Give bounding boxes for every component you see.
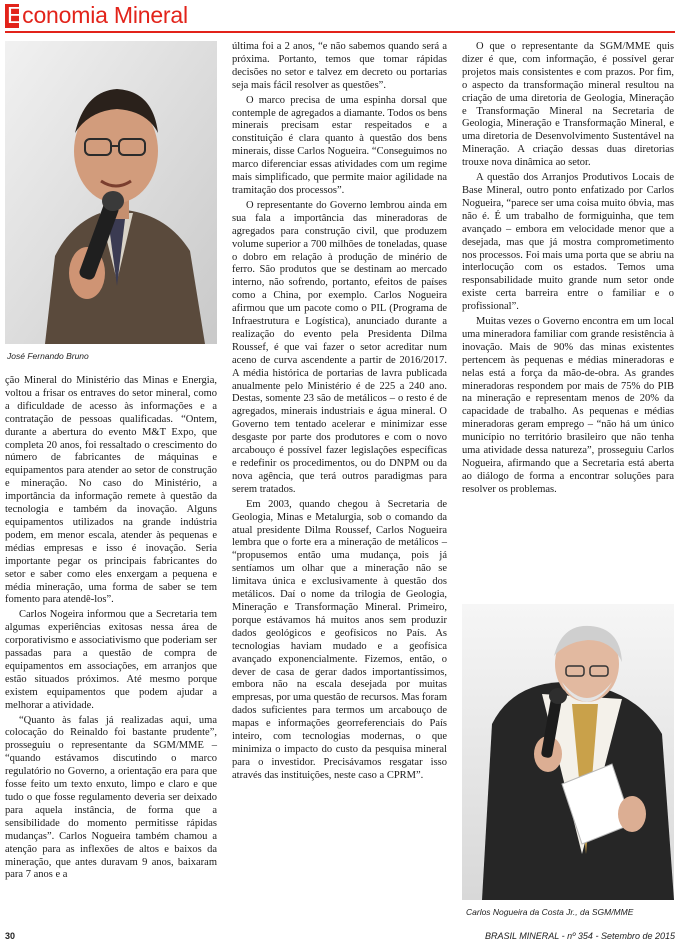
article-column-3 [462, 41, 674, 499]
section-header [5, 2, 675, 36]
photo-jose-fernando-bruno [5, 41, 217, 344]
section-title [7, 2, 188, 29]
header-rule [5, 31, 675, 33]
section-title-rest: conomia Mineral [22, 2, 188, 28]
paragraph: “Quanto às falas já realizadas aqui, uma colocação do Reinaldo foi bastante prudente”, prosseguiu o representante da SGM/MME – “quando estávamos discutindo o marco regulatório no Governo, a orientação era para que fosse feito um texto enxuto, limpo e claro e que tudo o que fosse regulamento deveria ser deixado para aquela instância, de forma que a sensibilidade do momento permitisse rápidas mudanças”. Carlos Nogueira também chamou a atenção para as inflexões de altos e baixos da mineração, que antes duravam 9 anos, baixaram para 7 anos e a [5, 714, 217, 881]
page-number: 30 [5, 931, 16, 941]
photo-caption-nogueira: Carlos Nogueira da Costa Jr., da SGM/MME [466, 907, 634, 917]
paragraph: Muitas vezes o Governo encontra em um local uma mineradora familiar com grande resistência à inovação. Mais de 90% das minas existentes pertencem às pequenas e médias mineradoras e nelas está a força da mão-de-obra. As grandes mineradoras respondem por mais de 75% do PIB na mineração e representam menos de 20% da capacidade de trabalho. As pequenas e médias mineradoras geram emprego – “não há um único município no território brasileiro que não tenha uma atividade dessa natureza”, prosseguiu Carlos Nogueira, afirmando que a Secretaria está aberta ao diálogo de forma a encontrar soluções para resolver os problemas. [462, 316, 674, 495]
speaker-portrait-illustration [5, 41, 217, 344]
section-title-initial: E [7, 2, 23, 28]
magazine-issue: BRASIL MINERAL - nº 354 - Setembro de 2015 [484, 931, 675, 941]
page-footer [5, 931, 675, 945]
paragraph: última foi a 2 anos, “e não sabemos quando será a próxima. Portanto, temos que tomar rápidas decisões no setor e talvez em decreto ou portarias seja mais fácil resolver as questões”. [232, 41, 447, 91]
paragraph: A questão dos Arranjos Produtivos Locais de Base Mineral, outro ponto enfatizado por Carlos Nogueira, “parece ser uma coisa muito óbvia, mas não é. É um trabalho de formiguinha, que tem avançado – embora em velocidade menor que a desejada, mas que já mostra comprometimento nos processos. Foi mais uma porta que se abriu na interlocução com os estados. Temos uma responsabilidade muito grande num setor onde existe certa barreira entre o familiar e o profissional”. [462, 172, 674, 313]
paragraph: Em 2003, quando chegou à Secretaria de Geologia, Minas e Metalurgia, sob o comando da atual presidente Dilma Roussef, Carlos Nogueira lembra que o forte era a mineração de metálicos – “propusemos então uma mudança, pois já sentíamos um olhar que a mineração não se limitava única e exclusivamente à questão dos metálicos. Daí o nome da trilogia de Geologia, Mineração e Transformação Mineral. Primeiro, porque estávamos há muitos anos sem produzir dados geológicos e geofísicos no País. As tecnologias haviam mudado e a geofísica avançado exponencialmente. Fizemos, então, o dever de casa de gerar dados importantíssimos, embora não na escala desejada por muitas empresas, por uma questão de recursos. Mas foram dados suficientes para termos um arcabouço de mapas e informações georreferenciais do País inteiro, com tecnologias modernas, o que minimiza o impacto do custo da pesquisa mineral para o investidor. Precisávamos resgatar isso através das instituições, neste caso a CPRM”. [232, 498, 447, 781]
article-column-2 [232, 41, 447, 785]
paragraph: O representante do Governo lembrou ainda em sua fala a importância das mineradoras de agregados para construção civil, que produzem volume superior a 700 milhões de toneladas, quase o dobro em relação à produção de minério de ferro. São produtos que se destinam ao mercado interno, não sofrendo, portanto, efeitos de países como a China, por exemplo. Carlos Nogueira afirmou que um pacote como o PIL (Programa de Infraestrutura e Logística), anunciado durante a realização do evento pela Presidenta Dilma Roussef, é que vai fazer o setor acreditar num aceno de curva ascendente a partir de 2016/2017. A média histórica de portarias de lavra publicada anualmente pelo Ministério é de 225 a 240 ano. Destas, somente 23 são de metálicos – o resto é de agregados, minerais industriais e água mineral. O Governo tem tentado acelerar e minimizar esse desgaste por parte dos produtores e com o novo arcabouço é possível fazer legislações específicas e redefinir os procedimentos, ou do DNPM ou da nova agência, que terá outros paradigmas para serem tratados. [232, 199, 447, 495]
paragraph: O marco precisa de uma espinha dorsal que contemple de agregados a diamante. Todos os bens minerais precisam estar respeitados e a constituição é clara quanto à questão dos bens minerais, disse Carlos Nogueira. “Conseguimos no marco diferenciar essas atividades com um regime mais simplificado, que permite maior agilidade na tramitação dos processos”. [232, 94, 447, 196]
photo-caption-bruno: José Fernando Bruno [7, 351, 89, 361]
photo-carlos-nogueira [462, 604, 674, 900]
speaker-portrait-illustration [462, 604, 674, 900]
article-column-1 [5, 375, 217, 884]
paragraph: Carlos Nogeira informou que a Secretaria tem algumas experiências exitosas nessa área de corporativismo e associativismo que poderiam ser passadas para a questão de compra de equipamentos em associações, em arranjos que estão situados próximos. Até mesmo porque existem equipamentos que podem ajudar a melhorar a atividade. [5, 609, 217, 711]
paragraph: ção Mineral do Ministério das Minas e Energia, voltou a frisar os entraves do setor mineral, como a dificuldade de acesso às informações e a contratação de pessoas qualificadas. “Ontem, durante a abertura do evento M&T Expo, que completa 20 anos, foi ressaltado o crescimento do número de fabricantes de máquinas e equipamentos para atender ao setor de construção e mineração. No caso do Ministério, a importância da informação remete à questão da tecnologia e também da inovação. Alguns equipamentos utilizados na grande indústria podem, em menor escala, atender às pequenas e médias empresas e isso é inovação. Seria importante pegar os principais fabricantes do setor e saber como eles enxergam a pequena e média mineração, uma forma de saber se tem fomento para atendê-los”. [5, 375, 217, 606]
paragraph: O que o representante da SGM/MME quis dizer é que, com informação, é possível gerar projetos mais consistentes e com prazos. Por fim, o aspecto da transformação mineral resultou na criação de uma diretoria de Geologia, Mineração e Transformação Mineral na Secretaria de Geologia, Mineração e Transformação Mineral, e uma diretoria de Desenvolvimento Sustentável na Mineração. A criação dessas duas diretorias trouxe nova dinâmica ao setor. [462, 41, 674, 169]
